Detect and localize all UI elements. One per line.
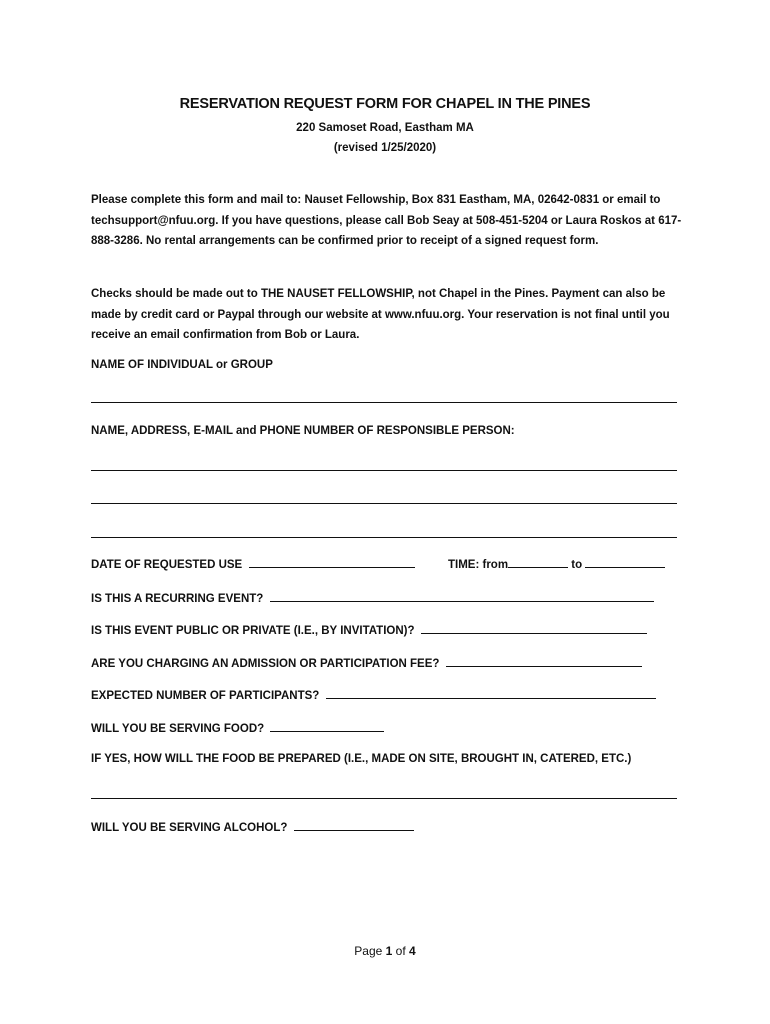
responsible-person-line-1[interactable] (91, 470, 677, 471)
responsible-person-line-2[interactable] (91, 503, 677, 504)
recurring-label: IS THIS A RECURRING EVENT? (91, 593, 264, 605)
food-prepared-line[interactable] (91, 798, 677, 799)
serving-alcohol-blank[interactable] (294, 819, 414, 831)
recurring-blank[interactable] (270, 590, 654, 602)
responsible-person-label: NAME, ADDRESS, E-MAIL and PHONE NUMBER OF RESPONSIBLE PERSON: (91, 425, 515, 437)
participants-blank[interactable] (326, 687, 656, 699)
name-group-line[interactable] (91, 402, 677, 403)
date-requested-row (91, 556, 415, 571)
public-private-blank[interactable] (421, 622, 647, 634)
serving-alcohol-row (91, 819, 414, 834)
participants-label: EXPECTED NUMBER OF PARTICIPANTS? (91, 690, 320, 702)
page-total: 4 (409, 944, 416, 958)
admission-fee-label: ARE YOU CHARGING AN ADMISSION OR PARTICIPATION FEE? (91, 658, 440, 670)
instructions-paragraph: Please complete this form and mail to: Nauset Fellowship, Box 831 Eastham, MA, 02642-0831 or email to techsupport@nfuu.org. If you have questions, please call Bob Seay at 508-451-5204 or Laura Roskos at 617-888-3286. No rental arrangements can be confirmed prior to receipt of a signed request form. (91, 194, 682, 247)
recurring-row (91, 590, 654, 605)
participants-row (91, 687, 656, 702)
date-requested-blank[interactable] (249, 556, 415, 568)
venue-address: 220 Samoset Road, Eastham MA (296, 122, 474, 134)
page-current: 1 (385, 944, 393, 958)
time-row (448, 556, 665, 571)
public-private-row (91, 622, 647, 637)
page-number (0, 944, 770, 958)
page-word: Page (354, 944, 383, 958)
payment-paragraph: Checks should be made out to THE NAUSET FELLOWSHIP, not Chapel in the Pines. Payment can also be made by credit card or Paypal through our website at www.nfuu.org. Your reservation is not final until you receive an email confirmation from Bob or Laura. (91, 288, 670, 341)
food-prepared-label: IF YES, HOW WILL THE FOOD BE PREPARED (I.E., MADE ON SITE, BROUGHT IN, CATERED, ETC.) (91, 753, 632, 765)
serving-alcohol-label: WILL YOU BE SERVING ALCOHOL? (91, 822, 288, 834)
time-from-blank[interactable] (508, 556, 568, 568)
admission-fee-blank[interactable] (446, 655, 642, 667)
page-of-word: of (395, 944, 406, 958)
serving-food-label: WILL YOU BE SERVING FOOD? (91, 723, 265, 735)
admission-fee-row (91, 655, 642, 670)
name-group-label: NAME OF INDIVIDUAL or GROUP (91, 359, 273, 371)
serving-food-blank[interactable] (270, 720, 384, 732)
date-requested-label: DATE OF REQUESTED USE (91, 559, 243, 571)
responsible-person-line-3[interactable] (91, 537, 677, 538)
time-to-blank[interactable] (585, 556, 665, 568)
time-from-label: TIME: from (448, 559, 509, 571)
revision-date: (revised 1/25/2020) (333, 142, 437, 154)
time-to-label: to (571, 559, 583, 571)
public-private-label: IS THIS EVENT PUBLIC OR PRIVATE (I.E., BY INVITATION)? (91, 625, 415, 637)
serving-food-row (91, 720, 384, 735)
form-title: RESERVATION REQUEST FORM FOR CHAPEL IN THE PINES (179, 96, 591, 112)
